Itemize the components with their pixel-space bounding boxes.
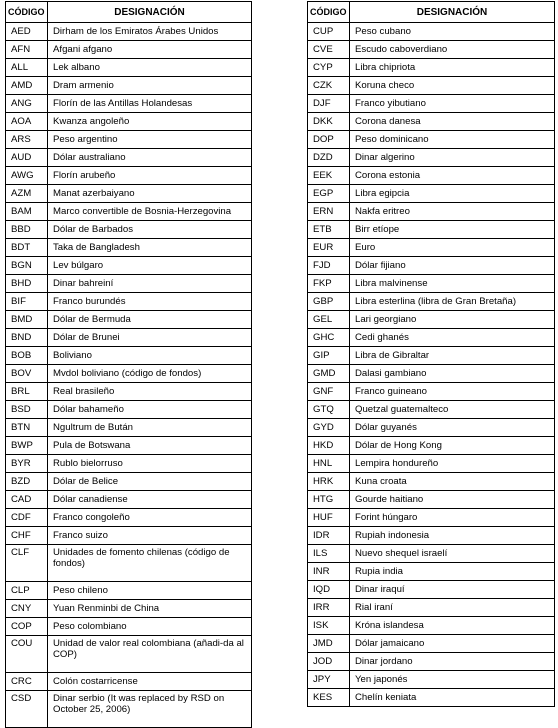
currency-designation: Chelín keniata	[350, 689, 555, 707]
currency-designation: Dólar guyanés	[350, 419, 555, 437]
currency-designation: Nakfa eritreo	[350, 203, 555, 221]
currency-code: BTN	[6, 419, 48, 437]
currency-code: BZD	[6, 473, 48, 491]
currency-code: GEL	[308, 311, 350, 329]
table-row	[308, 293, 555, 311]
currency-designation: Peso chileno	[48, 582, 252, 600]
table-row	[6, 673, 252, 691]
currency-code: IQD	[308, 581, 350, 599]
currency-designation: Rublo bielorruso	[48, 455, 252, 473]
currency-designation: Dalasi gambiano	[350, 365, 555, 383]
currency-designation: Rial iraní	[350, 599, 555, 617]
currency-designation: Florín de las Antillas Holandesas	[48, 95, 252, 113]
currency-designation: Gourde haitiano	[350, 491, 555, 509]
currency-designation: Dólar jamaicano	[350, 635, 555, 653]
currency-designation: Unidad de valor real colombiana (añadi-da al COP)	[48, 636, 252, 673]
currency-designation: Birr etíope	[350, 221, 555, 239]
currency-designation: Ngultrum de Bután	[48, 419, 252, 437]
currency-code: GBP	[308, 293, 350, 311]
table-row	[6, 239, 252, 257]
table-row	[308, 59, 555, 77]
currency-code: JPY	[308, 671, 350, 689]
currency-code: CAD	[6, 491, 48, 509]
currency-designation: Dólar de Hong Kong	[350, 437, 555, 455]
currency-designation: Taka de Bangladesh	[48, 239, 252, 257]
table-row	[308, 149, 555, 167]
currency-code: HKD	[308, 437, 350, 455]
currency-designation: Dinar serbio (It was replaced by RSD on October 25, 2006)	[48, 691, 252, 728]
table-row	[308, 509, 555, 527]
currency-code: IDR	[308, 527, 350, 545]
table-row	[6, 113, 252, 131]
currency-code: DZD	[308, 149, 350, 167]
currency-code: HTG	[308, 491, 350, 509]
table-row	[6, 293, 252, 311]
currency-code: CVE	[308, 41, 350, 59]
table-row	[308, 455, 555, 473]
currency-designation: Rupia india	[350, 563, 555, 581]
table-row	[6, 618, 252, 636]
table-row	[6, 41, 252, 59]
table-row	[308, 383, 555, 401]
currency-designation: Yuan Renminbi de China	[48, 600, 252, 618]
table-row	[308, 653, 555, 671]
table-row	[6, 347, 252, 365]
currency-code: GIP	[308, 347, 350, 365]
table-row	[308, 131, 555, 149]
table-row	[6, 221, 252, 239]
currency-designation: Libra egipcia	[350, 185, 555, 203]
currency-designation: Koruna checo	[350, 77, 555, 95]
table-row	[6, 131, 252, 149]
table-row	[308, 401, 555, 419]
table-row	[6, 691, 252, 728]
currency-code: ARS	[6, 131, 48, 149]
currency-designation: Dinar jordano	[350, 653, 555, 671]
currency-code: HNL	[308, 455, 350, 473]
currency-code: AMD	[6, 77, 48, 95]
currency-code: CRC	[6, 673, 48, 691]
currency-code: GYD	[308, 419, 350, 437]
currency-code: INR	[308, 563, 350, 581]
table-row	[308, 41, 555, 59]
currency-code: AZM	[6, 185, 48, 203]
currency-code: AUD	[6, 149, 48, 167]
header-designation: DESIGNACIÓN	[48, 2, 252, 23]
currency-code: HUF	[308, 509, 350, 527]
table-row	[308, 95, 555, 113]
currency-designation: Dinar iraquí	[350, 581, 555, 599]
currency-code: FKP	[308, 275, 350, 293]
currency-designation: Pula de Botswana	[48, 437, 252, 455]
currency-table-right	[307, 1, 555, 707]
table-row	[308, 113, 555, 131]
table-row	[6, 167, 252, 185]
currency-code: CSD	[6, 691, 48, 728]
currency-code: ISK	[308, 617, 350, 635]
currency-designation: Real brasileño	[48, 383, 252, 401]
currency-code: GTQ	[308, 401, 350, 419]
currency-designation: Libra de Gibraltar	[350, 347, 555, 365]
currency-designation: Dólar de Bermuda	[48, 311, 252, 329]
currency-designation: Peso colombiano	[48, 618, 252, 636]
currency-code: BOB	[6, 347, 48, 365]
currency-designation: Dram armenio	[48, 77, 252, 95]
table-row	[308, 527, 555, 545]
currency-code: ALL	[6, 59, 48, 77]
currency-code: CDF	[6, 509, 48, 527]
currency-code: CUP	[308, 23, 350, 41]
header-row	[6, 2, 252, 23]
table-row	[6, 149, 252, 167]
currency-code: GMD	[308, 365, 350, 383]
currency-code: COP	[6, 618, 48, 636]
currency-designation: Florín arubeño	[48, 167, 252, 185]
currency-designation: Libra chipriota	[350, 59, 555, 77]
currency-code: FJD	[308, 257, 350, 275]
table-row	[6, 419, 252, 437]
currency-designation: Peso dominicano	[350, 131, 555, 149]
table-row	[308, 419, 555, 437]
currency-code: BWP	[6, 437, 48, 455]
currency-designation: Franco suizo	[48, 527, 252, 545]
table-row	[6, 582, 252, 600]
currency-designation: Dólar australiano	[48, 149, 252, 167]
table-row	[6, 185, 252, 203]
table-row	[6, 509, 252, 527]
table-row	[6, 365, 252, 383]
currency-code: COU	[6, 636, 48, 673]
currency-designation: Forint húngaro	[350, 509, 555, 527]
currency-designation: Franco burundés	[48, 293, 252, 311]
currency-code: BOV	[6, 365, 48, 383]
header-row	[308, 2, 555, 23]
table-row	[308, 275, 555, 293]
currency-code: BND	[6, 329, 48, 347]
currency-code: CHF	[6, 527, 48, 545]
currency-code: BIF	[6, 293, 48, 311]
table-row	[308, 365, 555, 383]
header-code: CÓDIGO	[308, 2, 350, 23]
table-row	[308, 23, 555, 41]
table-row	[308, 257, 555, 275]
currency-designation: Nuevo shequel israelí	[350, 545, 555, 563]
table-row	[6, 257, 252, 275]
currency-designation: Lari georgiano	[350, 311, 555, 329]
currency-code: BHD	[6, 275, 48, 293]
table-row	[308, 203, 555, 221]
currency-code: GHC	[308, 329, 350, 347]
currency-code: DOP	[308, 131, 350, 149]
currency-designation: Cedi ghanés	[350, 329, 555, 347]
currency-code: ERN	[308, 203, 350, 221]
currency-designation: Franco guineano	[350, 383, 555, 401]
table-row	[6, 491, 252, 509]
currency-code: AED	[6, 23, 48, 41]
table-row	[308, 239, 555, 257]
currency-designation: Dólar de Barbados	[48, 221, 252, 239]
table-row	[308, 599, 555, 617]
currency-designation: Franco yibutiano	[350, 95, 555, 113]
table-row	[308, 473, 555, 491]
currency-designation: Libra malvinense	[350, 275, 555, 293]
currency-designation: Colón costarricense	[48, 673, 252, 691]
currency-code: EEK	[308, 167, 350, 185]
currency-designation: Quetzal guatemalteco	[350, 401, 555, 419]
currency-designation: Afgani afgano	[48, 41, 252, 59]
currency-code: ILS	[308, 545, 350, 563]
currency-code: BYR	[6, 455, 48, 473]
table-row	[6, 311, 252, 329]
currency-table-left	[5, 1, 252, 728]
currency-designation: Franco congoleño	[48, 509, 252, 527]
header-designation: DESIGNACIÓN	[350, 2, 555, 23]
currency-designation: Dinar algerino	[350, 149, 555, 167]
table-row	[6, 437, 252, 455]
table-row	[6, 59, 252, 77]
currency-code: AOA	[6, 113, 48, 131]
currency-designation: Manat azerbaiyano	[48, 185, 252, 203]
table-row	[308, 563, 555, 581]
currency-code: EUR	[308, 239, 350, 257]
table-row	[308, 671, 555, 689]
currency-designation: Corona danesa	[350, 113, 555, 131]
table-row	[308, 545, 555, 563]
table-row	[6, 473, 252, 491]
currency-designation: Escudo caboverdiano	[350, 41, 555, 59]
currency-designation: Dólar de Brunei	[48, 329, 252, 347]
currency-code: BRL	[6, 383, 48, 401]
currency-code: DJF	[308, 95, 350, 113]
table-row	[6, 545, 252, 582]
table-row	[308, 581, 555, 599]
table-row	[6, 95, 252, 113]
header-code: CÓDIGO	[6, 2, 48, 23]
currency-designation: Dinar bahreiní	[48, 275, 252, 293]
table-row	[6, 527, 252, 545]
currency-designation: Dólar fijiano	[350, 257, 555, 275]
currency-designation: Króna islandesa	[350, 617, 555, 635]
currency-designation: Rupiah indonesia	[350, 527, 555, 545]
currency-code: BGN	[6, 257, 48, 275]
currency-designation: Peso argentino	[48, 131, 252, 149]
table-row	[6, 329, 252, 347]
table-row	[308, 221, 555, 239]
table-row	[308, 167, 555, 185]
currency-code: BSD	[6, 401, 48, 419]
table-row	[308, 617, 555, 635]
table-row	[6, 636, 252, 673]
currency-code: JMD	[308, 635, 350, 653]
currency-code: BAM	[6, 203, 48, 221]
table-row	[6, 23, 252, 41]
currency-code: HRK	[308, 473, 350, 491]
table-row	[6, 77, 252, 95]
currency-designation: Lev búlgaro	[48, 257, 252, 275]
currency-code: KES	[308, 689, 350, 707]
currency-code: BMD	[6, 311, 48, 329]
table-row	[6, 275, 252, 293]
currency-designation: Libra esterlina (libra de Gran Bretaña)	[350, 293, 555, 311]
currency-code: AFN	[6, 41, 48, 59]
table-row	[308, 347, 555, 365]
table-row	[308, 77, 555, 95]
currency-designation: Mvdol boliviano (código de fondos)	[48, 365, 252, 383]
currency-designation: Unidades de fomento chilenas (código de fondos)	[48, 545, 252, 582]
table-row	[308, 437, 555, 455]
table-row	[308, 689, 555, 707]
table-row	[6, 600, 252, 618]
table-row	[308, 311, 555, 329]
table-row	[308, 329, 555, 347]
currency-designation: Dirham de los Emiratos Árabes Unidos	[48, 23, 252, 41]
currency-code: CNY	[6, 600, 48, 618]
currency-designation: Kwanza angoleño	[48, 113, 252, 131]
currency-code: IRR	[308, 599, 350, 617]
currency-code: ETB	[308, 221, 350, 239]
currency-code: CLP	[6, 582, 48, 600]
currency-designation: Dólar bahameño	[48, 401, 252, 419]
currency-code: DKK	[308, 113, 350, 131]
currency-code: GNF	[308, 383, 350, 401]
currency-code: ANG	[6, 95, 48, 113]
currency-designation: Kuna croata	[350, 473, 555, 491]
table-row	[6, 203, 252, 221]
table-row	[308, 635, 555, 653]
table-row	[6, 401, 252, 419]
currency-code: CZK	[308, 77, 350, 95]
currency-code: JOD	[308, 653, 350, 671]
currency-designation: Dólar de Belice	[48, 473, 252, 491]
currency-code: CYP	[308, 59, 350, 77]
currency-code: EGP	[308, 185, 350, 203]
currency-designation: Boliviano	[48, 347, 252, 365]
currency-designation: Dólar canadiense	[48, 491, 252, 509]
table-row	[308, 491, 555, 509]
table-row	[308, 185, 555, 203]
currency-code: BDT	[6, 239, 48, 257]
currency-designation: Corona estonia	[350, 167, 555, 185]
table-row	[6, 383, 252, 401]
currency-designation: Marco convertible de Bosnia-Herzegovina	[48, 203, 252, 221]
currency-code: CLF	[6, 545, 48, 582]
currency-code: AWG	[6, 167, 48, 185]
currency-code: BBD	[6, 221, 48, 239]
currency-designation: Lempira hondureño	[350, 455, 555, 473]
currency-designation: Yen japonés	[350, 671, 555, 689]
currency-designation: Lek albano	[48, 59, 252, 77]
table-row	[6, 455, 252, 473]
currency-designation: Euro	[350, 239, 555, 257]
currency-designation: Peso cubano	[350, 23, 555, 41]
